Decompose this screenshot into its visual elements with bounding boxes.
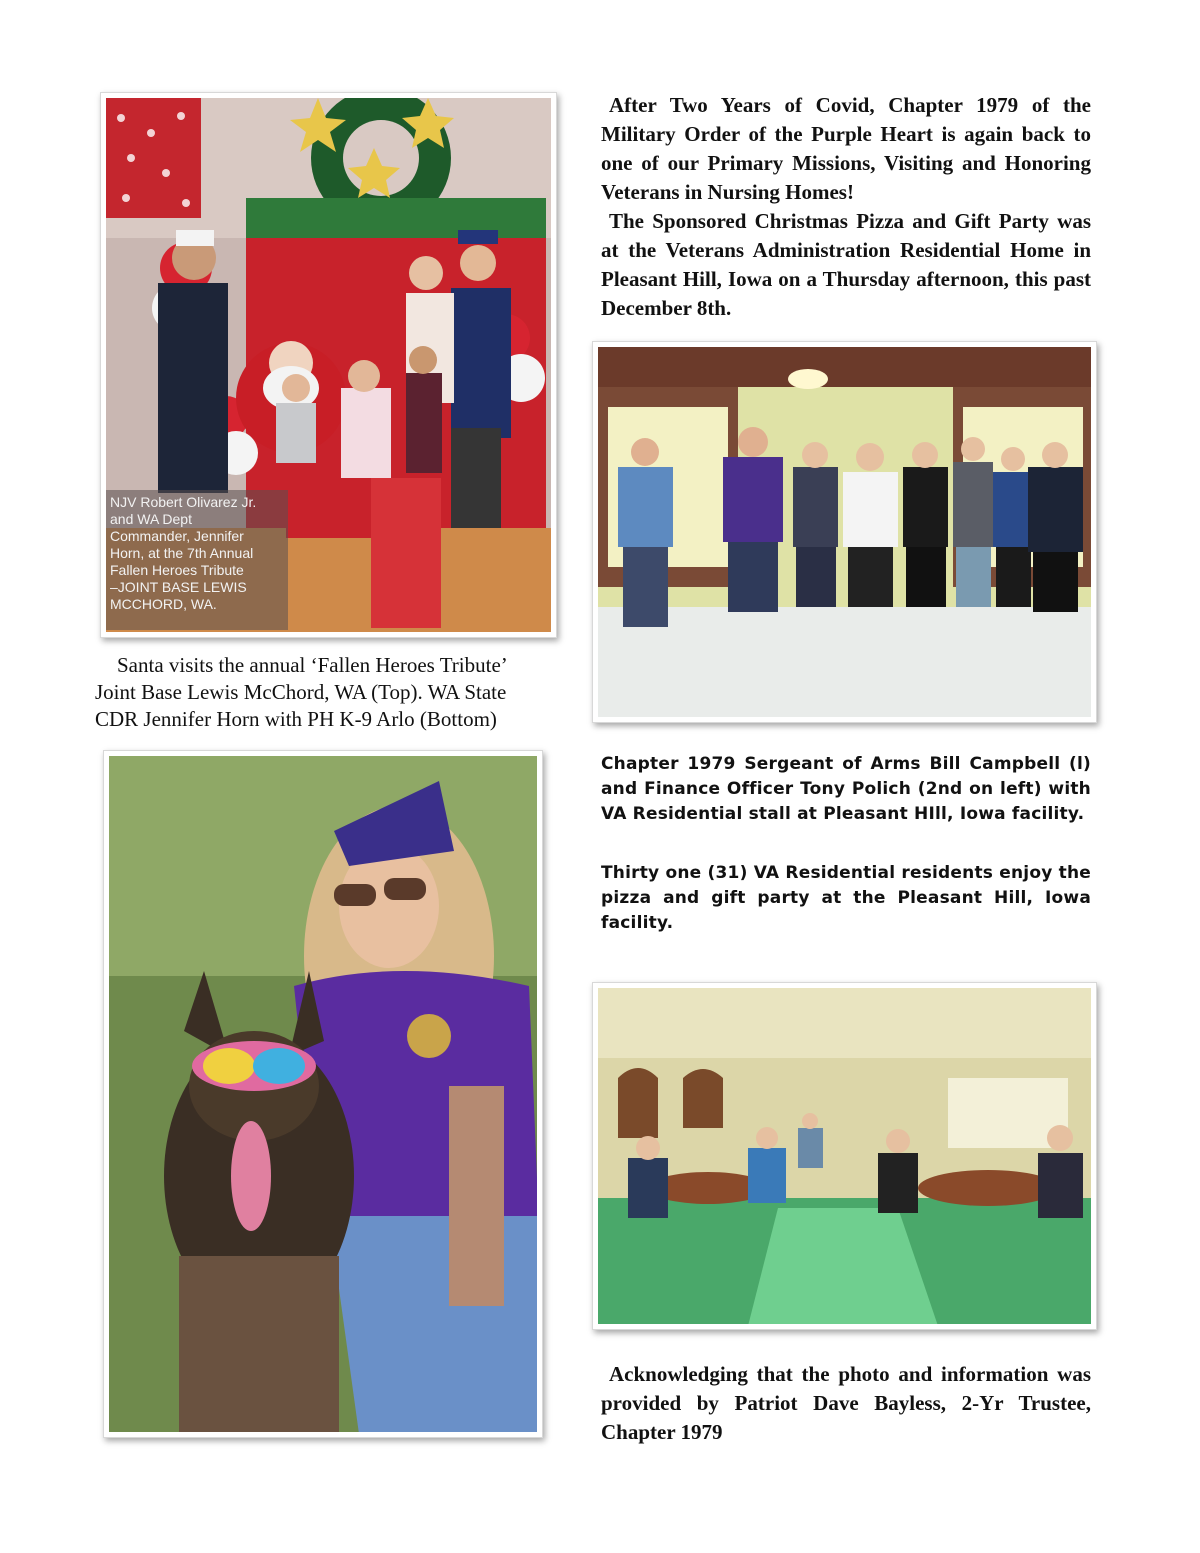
santa-caption: [95, 652, 565, 733]
santa-caption-line-1: Santa visits the annual ‘Fallen Heroes Tribute’: [117, 653, 508, 677]
santa-caption-line-2: Joint Base Lewis McChord, WA (Top). WA State: [95, 680, 507, 704]
santa-caption-line-3: CDR Jennifer Horn with PH K-9 Arlo (Bottom): [95, 707, 497, 731]
k9-photo: [103, 750, 543, 1438]
k9-scene-illustration: [109, 756, 537, 1432]
dining-scene-illustration: [598, 988, 1091, 1324]
santa-photo: [100, 92, 557, 638]
dining-photo: [592, 982, 1097, 1330]
group-photo: [592, 341, 1097, 723]
k9-photo-image: [109, 756, 537, 1432]
acknowledgement-text: [601, 1360, 1091, 1447]
intro-paragraph-1: After Two Years of Covid, Chapter 1979 of the Military Order of the Purple Heart is again back to one of our Primary Missions, Visiting and Honoring Veterans in Nursing Homes!: [601, 93, 1091, 204]
group-caption-paragraph-1: Chapter 1979 Sergeant of Arms Bill Campbell (l) and Finance Officer Tony Polich (2nd on left) with VA Residential stall at Pleasant HIll, Iowa facility.: [601, 754, 1091, 824]
intro-paragraph-2: The Sponsored Christmas Pizza and Gift Party was at the Veterans Administration Residential Home in Pleasant Hill, Iowa on a Thursday afternoon, this past December 8th.: [601, 209, 1091, 320]
group-scene-illustration: [598, 347, 1091, 717]
group-photo-image: [598, 347, 1091, 717]
group-caption: [601, 752, 1091, 936]
santa-photo-overlay-caption: NJV Robert Olivarez Jr. and WA Dept Commander, Jennifer Horn, at the 7th Annual Fallen Heroes Tribute –JOINT BASE LEWIS MCCHORD, WA.: [106, 490, 288, 630]
dining-photo-image: [598, 988, 1091, 1324]
group-caption-paragraph-2: Thirty one (31) VA Residential residents enjoy the pizza and gift party at the Pleasant Hill, Iowa facility.: [601, 863, 1091, 933]
acknowledgement-paragraph: Acknowledging that the photo and information was provided by Patriot Dave Bayless, 2-Yr Trustee, Chapter 1979: [601, 1362, 1091, 1444]
intro-text: [601, 91, 1091, 323]
santa-photo-image: [106, 98, 551, 632]
